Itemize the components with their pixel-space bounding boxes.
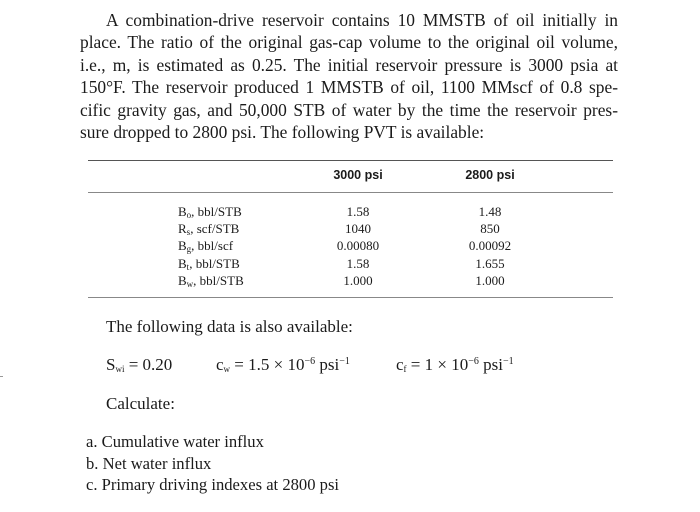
- cell-value: 850: [480, 221, 500, 237]
- cell-value: 1.48: [478, 204, 502, 219]
- problem-line: A combination-drive reservoir contains 10 MMSTB of oil initially in: [106, 10, 618, 30]
- problem-line: place. The ratio of the original gas-cap volume to the original oil volume,: [80, 32, 618, 53]
- cell-value: 1040: [345, 221, 371, 237]
- table-header-rule: [88, 192, 613, 193]
- problem-line: sure dropped to 2800 psi. The following PVT is available:: [80, 122, 485, 143]
- task-item: b. Net water influx: [86, 453, 212, 473]
- column-3000-psi: [298, 203, 418, 289]
- header-2800-psi: 2800 psi: [465, 168, 515, 182]
- table-bottom-rule: [88, 297, 613, 298]
- param-swi: $S_{wi} = 0.20$: [106, 355, 173, 374]
- cell-value: 0.00092: [468, 238, 512, 254]
- task-item: c. Primary driving indexes at 2800 psi: [86, 475, 340, 495]
- cell-value: 0.00080: [336, 238, 380, 254]
- row-label-bw: $B_w$, bbl/STB: [178, 272, 244, 289]
- row-label-bg: $B_g$, bbl/scf: [178, 238, 234, 255]
- problem-statement: [80, 9, 618, 143]
- column-2800-psi: [430, 203, 550, 289]
- calculate-label: Calculate:: [106, 394, 175, 413]
- also-available-text: The following data is also available:: [106, 317, 353, 336]
- param-cf: $c_f = 1 \times 10^{-6}$ psi$^{-1}$: [396, 355, 514, 374]
- cell-value: 1.58: [346, 204, 370, 219]
- row-label-rs: $R_s$, scf/STB: [178, 221, 240, 238]
- task-item: a. Cumulative water influx: [86, 432, 264, 451]
- cell-value: 1.58: [346, 255, 370, 271]
- problem-line: cific gravity gas, and 50,000 STB of water by the time the reservoir pres-: [80, 99, 618, 120]
- pvt-row-labels: [178, 203, 244, 289]
- table-top-rule: [88, 160, 613, 161]
- row-label-bo: $B_o$, bbl/STB: [178, 204, 242, 220]
- problem-line: 150°F. The reservoir produced 1 MMSTB of oil, 1100 MMscf of 0.8 spe-: [80, 77, 618, 98]
- header-3000-psi: 3000 psi: [333, 168, 383, 182]
- cell-value: 1.000: [475, 272, 505, 288]
- cell-value: 1.655: [475, 255, 505, 271]
- task-list: [86, 431, 339, 496]
- cell-value: 1.000: [343, 272, 373, 288]
- param-cw: $c_w = 1.5 \times 10^{-6}$ psi$^{-1}$: [216, 355, 350, 374]
- problem-line: i.e., m, is estimated as 0.25. The initial reservoir pressure is 3000 psia at: [80, 54, 618, 75]
- edge-mark: [0, 376, 3, 377]
- row-label-bt: $B_t$, bbl/STB: [178, 255, 240, 272]
